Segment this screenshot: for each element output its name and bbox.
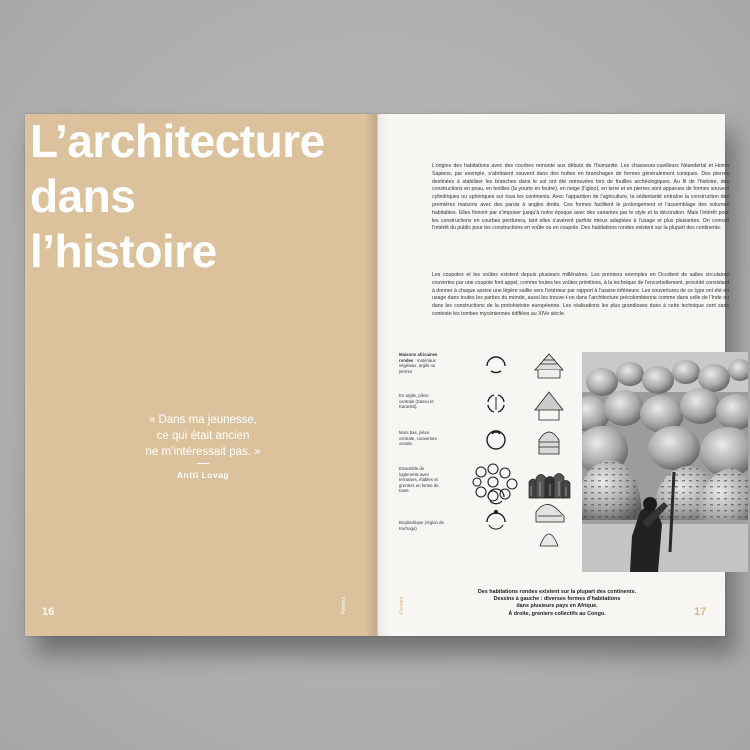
- page-number-right: 17: [694, 606, 707, 618]
- legend-item: [399, 393, 445, 410]
- granaries-photo: [582, 352, 748, 572]
- page-number-left: 16: [42, 606, 55, 618]
- caption-line: dans plusieurs pays en Afrique.: [516, 603, 598, 610]
- legend-item: [399, 520, 445, 531]
- magazine-spread: [25, 114, 730, 636]
- caption-line: Dessins à gauche : diverses formes d’habitations: [493, 596, 621, 603]
- legend-text: Bicylindrique (région de Korhogo): [399, 520, 444, 531]
- title-line: L’architecture: [30, 115, 325, 167]
- granaries-elevation-drawing: [527, 468, 571, 500]
- legend-text: Murs bas, pièce centrale, couverture ovoïde.: [399, 430, 437, 447]
- page-title: [30, 114, 370, 279]
- body-paragraph: L’origine des habitations avec des courbes remonte aux débuts de l’humanité. Les chasseurs-cueilleurs Néandertal et Homo Sapiens, par exemple, s’abritaient souvent dans des huttes en branchages de formes généralement coniques. Des pierres destinées à stabiliser les branches dans le sol ont été retrouvées lors de fouilles archéologiques. Au fil de l’histoire, des constructions en peau, en textiles (la yourte en feutre), en neige (l’igloo), en terre et en pierres sont apparues de formes souvent cylindriques ou sphériques sur tous les continents. Avec l’apparition de l’agriculture, la sédentarité entraîne la construction des premières maisons avec des parois à angles droits. Ces formes facilitent le prolongement et l’assemblage des volumes habitables. Elles finiront par s’imposer jusqu’à notre époque avec des variantes par le style et la décoration. Mais l’intérêt pour les constructions en courbes perdurera, tant elles s’avèrent parfois mieux adaptées à l’usage et plus plaisantes. On connaît l’intérêt du public pour les constructions en voûte ou en coupole. Des habitations rondes existent sur la plupart des continents.: [432, 163, 729, 232]
- title-line: dans: [30, 170, 136, 222]
- legend-item: [399, 430, 445, 447]
- caption-line: À droite, greniers collectifs au Congo.: [508, 610, 606, 617]
- quote-line: ce qui était ancien: [156, 430, 250, 442]
- hut-elevations-drawing: [532, 350, 566, 550]
- legend-text: : matériaux végétaux, argile ou pierres: [399, 357, 436, 374]
- body-paragraph: Les coupoles et les voûtes existent depuis plusieurs millénaires. Les premiers exemples en Occident de salles circulaires couvertes par une coupole font appel, comme toutes les voûtes primitives, à la technique de l’encorbellement, procédé consistant à donner à chaque assise une légère saillie vers l’intérieur par rapport à l’assise inférieure. Les couvertures de ce type ont été en usage dans toutes les parties du monde, aussi les trouve-t-on dans l’architecture précolombienne comme dans celle de l’Inde ou dans les constructions de la protohistoire européenne. Les réalisations les plus grandioses dues à cette technique sont sans conteste les tombes mycéniennes édifiées au XIVe siècle.: [432, 272, 730, 317]
- left-page: [25, 114, 377, 636]
- legend-item: [399, 466, 445, 494]
- granaries-photo-illustration: [582, 352, 748, 572]
- quote-author: Antti Lovag: [176, 470, 230, 480]
- quote-line: ne m’intéressait pas. »: [145, 446, 261, 458]
- compound-plan-drawing: [471, 462, 519, 502]
- hut-plans-drawing: [481, 352, 511, 542]
- legend-item: [399, 352, 445, 374]
- running-head-left: Formes: [341, 597, 347, 614]
- running-head-right: Formes: [399, 597, 405, 614]
- legend-text: Ensemble de logements avec terrasses, étables et greniers en forme de tours.: [399, 466, 439, 494]
- figure-caption: [437, 589, 677, 618]
- quote-divider: [197, 463, 209, 464]
- quote-line: « Dans ma jeunesse,: [148, 414, 258, 426]
- caption-line: Des habitations rondes existent sur la plupart des continents.: [477, 589, 637, 595]
- title-line: l’histoire: [30, 225, 217, 277]
- pull-quote: [133, 412, 273, 483]
- legend-bold: Maisons africaines rondes: [399, 352, 438, 363]
- legend-text: En argile, pièce centrale (Sassu et Karankü).: [399, 393, 434, 410]
- right-page: [377, 114, 730, 636]
